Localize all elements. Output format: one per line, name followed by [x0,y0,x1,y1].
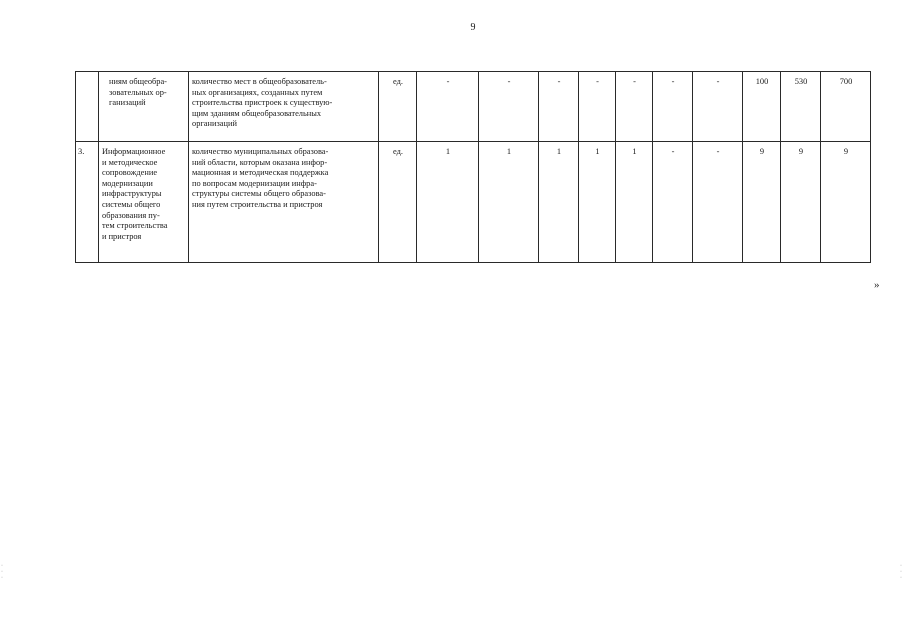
right-edge-mark: · · · [900,563,902,581]
table-row [76,72,871,142]
value-cell: - [693,142,743,263]
closing-quote: » [874,279,880,291]
data-table [75,71,871,263]
value-cell: - [579,72,616,142]
left-edge-mark: · · · [1,563,3,581]
value-cell: - [653,142,693,263]
row-number-cell [76,72,99,142]
unit-cell: ед. [379,72,417,142]
value-cell: - [417,72,479,142]
indicator-cell: количество муниципальных образова- ний области, которым оказана инфор- мационная и методическая поддержка по вопросам модернизации инфра- структуры системы общего образова- ния путем строительства и пристроя [189,142,379,263]
value-cell: 9 [743,142,781,263]
value-cell: - [616,72,653,142]
value-cell: 1 [579,142,616,263]
value-cell: - [479,72,539,142]
value-cell: 1 [539,142,579,263]
value-cell: 1 [479,142,539,263]
value-cell: - [693,72,743,142]
measure-name-cell: Информационное и методическое сопровождение модернизации инфраструктуры системы общего образования пу- тем строительства и пристроя [99,142,189,263]
table-row [76,142,871,263]
value-cell: 1 [616,142,653,263]
row-number-cell: 3. [76,142,99,263]
value-cell: 9 [821,142,871,263]
value-cell: 1 [417,142,479,263]
value-cell: 9 [781,142,821,263]
unit-cell: ед. [379,142,417,263]
value-cell: 100 [743,72,781,142]
value-cell: 530 [781,72,821,142]
value-cell: 700 [821,72,871,142]
indicator-cell: количество мест в общеобразователь- ных организациях, созданных путем строительства пристроек к существую- щим зданиям общеобразовательных организаций [189,72,379,142]
value-cell: - [539,72,579,142]
value-cell: - [653,72,693,142]
page-number: 9 [470,22,476,33]
measure-name-cell: ниям общеобра- зовательных ор- ганизаций [99,72,189,142]
